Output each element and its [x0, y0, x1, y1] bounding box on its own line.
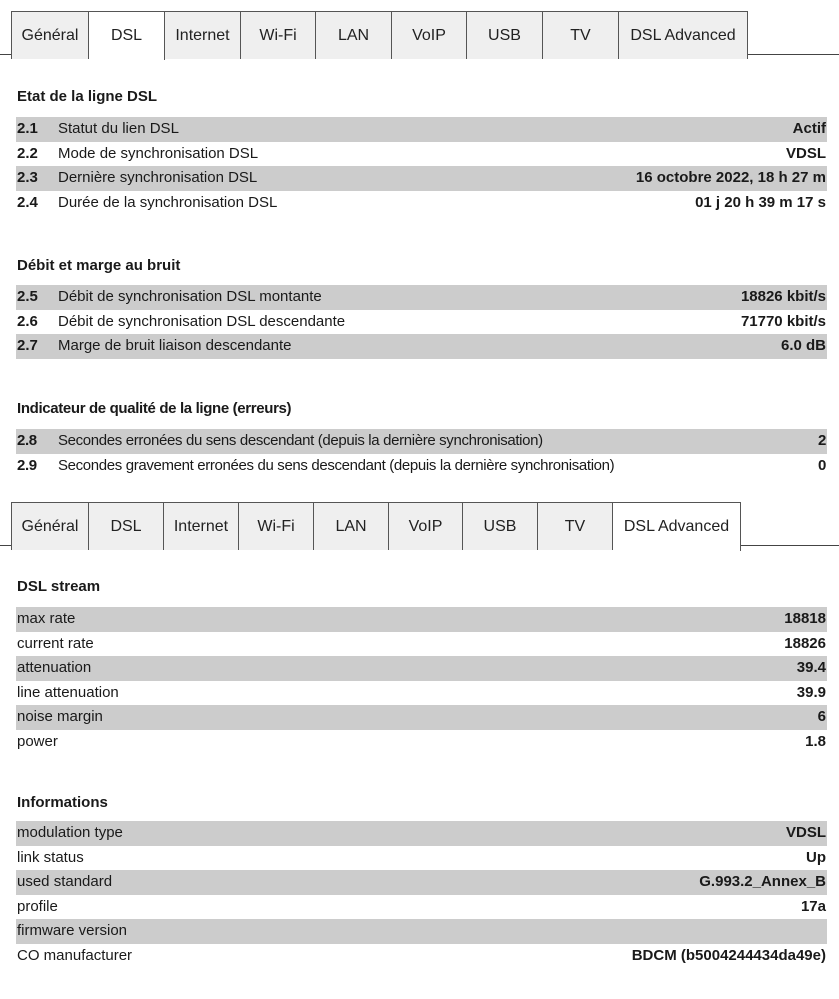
row-label: current rate	[17, 634, 94, 652]
tab-lan[interactable]: LAN	[314, 502, 389, 550]
row-label: Marge de bruit liaison descendante	[58, 337, 292, 354]
table-row	[16, 632, 827, 657]
table-row	[16, 142, 827, 167]
row-value: VDSL	[785, 144, 826, 162]
table-row	[16, 730, 827, 755]
row-value: 1.8	[805, 732, 826, 750]
section-title-informations: Informations	[17, 794, 108, 811]
row-value: 6.0 dB	[780, 337, 826, 354]
tab-bar-dsl	[0, 5, 839, 55]
tab-dsl-advanced[interactable]: DSL Advanced	[619, 11, 748, 59]
row-value: 18826 kbit/s	[740, 288, 826, 305]
row-number: 2.4	[17, 193, 38, 211]
table-row	[16, 681, 827, 706]
table-row	[16, 191, 827, 216]
tab-lan[interactable]: LAN	[316, 11, 392, 59]
row-number: 2.6	[17, 312, 38, 330]
row-label: Débit de synchronisation DSL descendante	[58, 312, 346, 330]
table-row	[16, 821, 827, 846]
tab-general[interactable]: Général	[11, 502, 89, 550]
row-number: 2.7	[17, 337, 38, 354]
table-row	[16, 117, 827, 142]
tab-general[interactable]: Général	[11, 11, 89, 59]
row-value: 39.4	[796, 659, 826, 676]
tab-wifi[interactable]: Wi-Fi	[241, 11, 316, 59]
row-label: modulation type	[17, 824, 123, 841]
tab-usb[interactable]: USB	[467, 11, 543, 59]
row-value: 17a	[800, 897, 826, 915]
row-value: 0	[818, 456, 826, 474]
table-debit-marge	[16, 285, 827, 359]
row-number: 2.5	[17, 288, 38, 305]
tab-bar-baseline-right	[741, 545, 839, 546]
section-title-etat-ligne: Etat de la ligne DSL	[17, 88, 158, 105]
row-label: noise margin	[17, 708, 103, 725]
row-number: 2.9	[17, 456, 37, 474]
row-label: Mode de synchronisation DSL	[58, 144, 259, 162]
table-row	[16, 656, 827, 681]
tab-wifi[interactable]: Wi-Fi	[239, 502, 314, 550]
row-value: 71770 kbit/s	[740, 312, 826, 330]
row-value: VDSL	[785, 824, 826, 841]
tab-dsl[interactable]: DSL	[89, 11, 165, 60]
section-title-debit-marge: Débit et marge au bruit	[17, 257, 181, 274]
row-value: 6	[817, 708, 826, 725]
row-number: 2.3	[17, 169, 38, 186]
table-row	[16, 334, 827, 359]
table-row	[16, 285, 827, 310]
table-qualite-ligne	[16, 429, 827, 478]
section-title-qualite-ligne: Indicateur de qualité de la ligne (erreurs)	[17, 400, 292, 417]
table-row	[16, 846, 827, 871]
row-value: 16 octobre 2022, 18 h 27 m	[635, 169, 826, 186]
table-informations	[16, 821, 827, 968]
row-value: Up	[806, 848, 826, 866]
tab-dsl-advanced[interactable]: DSL Advanced	[613, 502, 741, 551]
row-label: attenuation	[17, 659, 92, 676]
row-value: 18826	[784, 634, 826, 652]
tab-voip[interactable]: VoIP	[389, 502, 463, 550]
table-row	[16, 429, 827, 454]
row-value: 2	[818, 432, 826, 449]
table-row	[16, 919, 827, 944]
row-number: 2.8	[17, 432, 37, 449]
tab-voip[interactable]: VoIP	[392, 11, 467, 59]
table-etat-ligne	[16, 117, 827, 215]
row-label: firmware version	[17, 922, 128, 939]
row-label: line attenuation	[17, 683, 119, 701]
row-label: max rate	[17, 610, 76, 627]
tab-dsl[interactable]: DSL	[89, 502, 164, 550]
row-label: CO manufacturer	[17, 946, 133, 964]
table-row	[16, 310, 827, 335]
row-value: 01 j 20 h 39 m 17 s	[695, 193, 826, 211]
table-row	[16, 607, 827, 632]
row-label: Secondes erronées du sens descendant (depuis la dernière synchronisation)	[58, 432, 543, 449]
row-value: 18818	[784, 610, 826, 627]
tab-usb[interactable]: USB	[463, 502, 538, 550]
table-row	[16, 454, 827, 479]
row-label: Durée de la synchronisation DSL	[58, 193, 278, 211]
tab-internet[interactable]: Internet	[165, 11, 241, 59]
row-label: power	[17, 732, 58, 750]
table-row	[16, 870, 827, 895]
row-number: 2.1	[17, 120, 38, 137]
table-row	[16, 944, 827, 969]
row-label: Débit de synchronisation DSL montante	[58, 288, 322, 305]
row-label: Secondes gravement erronées du sens descendant (depuis la dernière synchronisation)	[58, 456, 615, 474]
row-label: used standard	[17, 873, 113, 890]
row-number: 2.2	[17, 144, 38, 162]
tab-internet[interactable]: Internet	[164, 502, 239, 550]
table-row	[16, 705, 827, 730]
row-value: 39.9	[796, 683, 826, 701]
row-value: G.993.2_Annex_B	[699, 873, 826, 890]
tab-bar-dsl-advanced	[0, 496, 839, 546]
row-value: BDCM (b5004244434da49e)	[631, 946, 826, 964]
table-row	[16, 895, 827, 920]
tab-bar-baseline-right	[748, 54, 839, 55]
tab-tv[interactable]: TV	[538, 502, 613, 550]
row-value: Actif	[792, 120, 826, 137]
section-title-dsl-stream: DSL stream	[17, 578, 101, 595]
row-label: Statut du lien DSL	[58, 120, 179, 137]
table-dsl-stream	[16, 607, 827, 754]
tab-tv[interactable]: TV	[543, 11, 619, 59]
row-label: link status	[17, 848, 84, 866]
row-label: Dernière synchronisation DSL	[58, 169, 258, 186]
row-label: profile	[17, 897, 58, 915]
table-row	[16, 166, 827, 191]
